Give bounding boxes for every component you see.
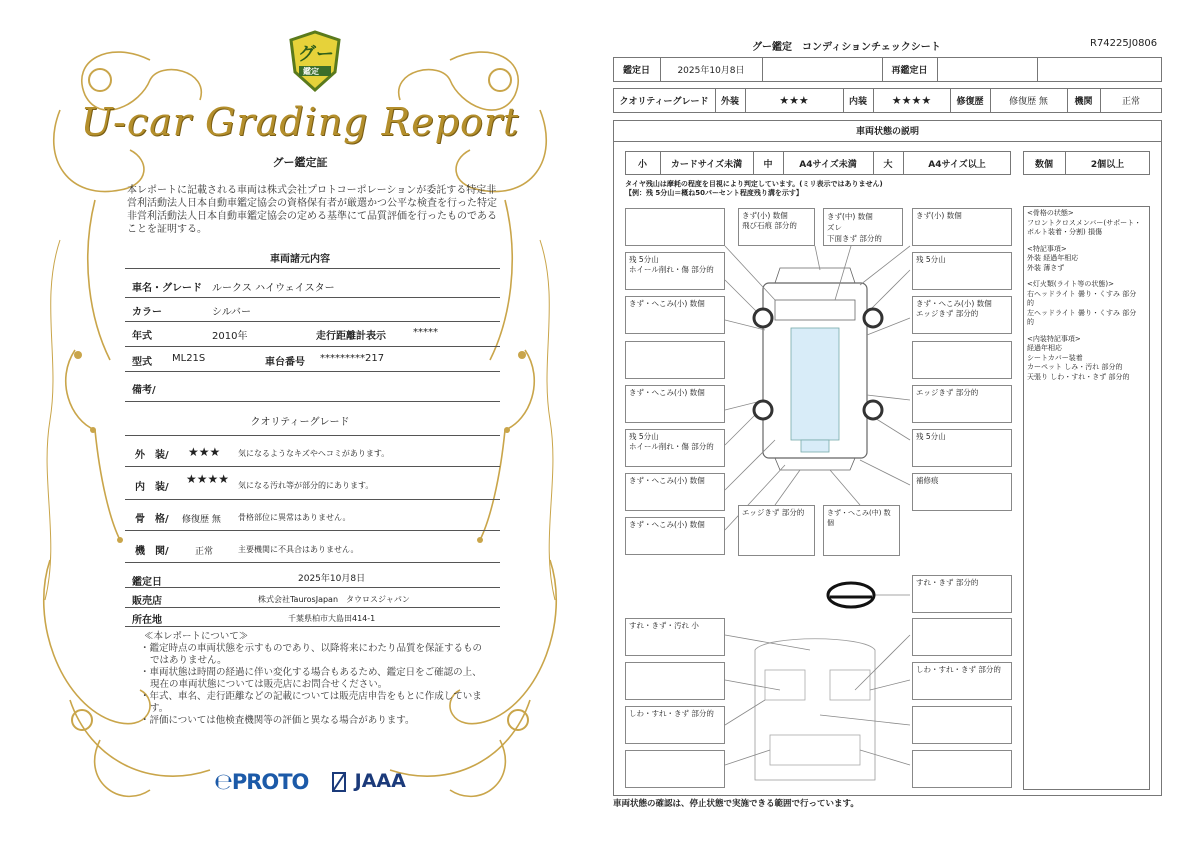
exterior-value: ★★★ bbox=[779, 94, 809, 107]
divider bbox=[125, 607, 500, 608]
frame-label: 骨 格/ bbox=[135, 514, 169, 525]
divider bbox=[125, 435, 500, 436]
certificate-heading: グー鑑定証 bbox=[272, 156, 328, 169]
condition-check-sheet bbox=[605, 0, 1200, 848]
callout-box: すれ・きず・汚れ 小 bbox=[625, 618, 725, 656]
engine-label: 機 関/ bbox=[135, 546, 169, 557]
callout-box bbox=[912, 341, 1012, 379]
mileage-value: ***** bbox=[413, 327, 438, 338]
appraisal-date-label: 鑑定日 bbox=[132, 577, 162, 588]
note-line: フロントクロスメンバー(サポート・ボルト装着・分割) 損傷 bbox=[1027, 218, 1142, 236]
callout-box: きず・へこみ(小) 数個 エッジきず 部分的 bbox=[912, 296, 1012, 334]
callout-box: エッジきず 部分的 bbox=[912, 385, 1012, 423]
note-line: 天張り しわ・すれ・きず 部分的 bbox=[1027, 372, 1130, 381]
interior-label: 内装 bbox=[848, 97, 867, 107]
divider bbox=[125, 346, 500, 347]
chassis-label: 車台番号 bbox=[265, 357, 305, 368]
proto-logo bbox=[214, 770, 308, 795]
note-line: 右ヘッドライト 曇り・くすみ 部分的 bbox=[1027, 289, 1137, 307]
reappraisal-label: 再鑑定日 bbox=[891, 66, 928, 76]
callout-box: しわ・すれ・きず 部分的 bbox=[912, 662, 1012, 700]
model-label: 型式 bbox=[132, 357, 152, 368]
sheet-title: グー鑑定 コンディションチェックシート bbox=[752, 42, 941, 53]
callout-box: きず(小) 数個 bbox=[912, 208, 1012, 246]
mileage-label: 走行距離計表示 bbox=[316, 331, 386, 342]
proto-logo-text: PROTO bbox=[231, 770, 309, 794]
callout-box: きず(小) 数個 飛び石痕 部分的 bbox=[738, 208, 815, 246]
callout-box: 残 5分山 ホイール削れ・傷 部分的 bbox=[625, 252, 725, 290]
frame-text: 骨格部位に異常はありません。 bbox=[238, 513, 351, 522]
year-label: 年式 bbox=[132, 331, 152, 342]
divider bbox=[125, 530, 500, 531]
divider bbox=[125, 562, 500, 563]
goo-kantei-badge bbox=[285, 30, 345, 94]
divider bbox=[125, 268, 500, 269]
interior-stars: ★★★★ bbox=[186, 472, 230, 486]
spec-title: 車両諸元内容 bbox=[270, 254, 330, 265]
callout-box: きず・へこみ(小) 数個 bbox=[625, 473, 725, 511]
interior-text: 気になる汚れ等が部分的にあります。 bbox=[238, 481, 374, 490]
repair-label: 修復歴 bbox=[956, 97, 984, 107]
note-line: 左ヘッドライト 曇り・くすみ 部分的 bbox=[1027, 308, 1137, 326]
quality-title: クオリティーグレード bbox=[250, 417, 350, 428]
exterior-stars: ★★★ bbox=[188, 445, 221, 459]
engine-value: 正常 bbox=[1121, 97, 1140, 107]
size-medium-desc: A4サイズ未満 bbox=[799, 159, 857, 170]
model-value: ML21S bbox=[172, 353, 206, 364]
callout-box bbox=[625, 662, 725, 700]
callout-box: きず・へこみ(小) 数個 bbox=[625, 385, 725, 423]
jaaa-logo-text: JAAA bbox=[354, 770, 406, 792]
jaaa-logo bbox=[330, 770, 406, 793]
callout-box bbox=[625, 750, 725, 788]
count-desc: 2個以上 bbox=[1090, 159, 1125, 170]
remarks-label: 備考/ bbox=[132, 385, 156, 396]
note-item: ・年式、車名、走行距離などの記載については販売店申告をもとに作成しています。 bbox=[140, 691, 482, 714]
note-item: ・評価については他検査機関等の評価と異なる場合があります。 bbox=[140, 715, 415, 726]
engine-value: 正常 bbox=[195, 547, 214, 557]
divider bbox=[125, 297, 500, 298]
size-medium: 中 bbox=[763, 159, 773, 170]
color-value: シルバー bbox=[212, 307, 252, 318]
color-label: カラー bbox=[132, 307, 162, 318]
size-large-desc: A4サイズ以上 bbox=[928, 159, 986, 170]
remarks-notes bbox=[1027, 209, 1142, 389]
divider bbox=[125, 626, 500, 627]
note-line: シートカバー装着 bbox=[1027, 353, 1083, 362]
callout-box bbox=[625, 208, 725, 246]
proto-mark-icon: ℮ bbox=[214, 770, 232, 795]
callout-box: きず・へこみ(中) 数個 bbox=[823, 505, 900, 556]
note-line: カーペット しみ・汚れ 部分的 bbox=[1027, 363, 1123, 371]
callout-box bbox=[625, 341, 725, 379]
steering-wheel-icon bbox=[828, 583, 874, 607]
frame-value: 修復歴 無 bbox=[182, 515, 221, 525]
exterior-text: 気になるようなキズやヘコミがあります。 bbox=[238, 449, 390, 458]
callout-box: すれ・きず 部分的 bbox=[912, 575, 1012, 613]
tire-note-2: 【例：残 5分山＝概ね50パーセント程度残り溝を示す】 bbox=[625, 189, 803, 197]
note-item: ・鑑定時点の車両状態を示すものであり、以降将来にわたり品質を保証するものではありません。 bbox=[140, 643, 483, 666]
quality-grade-label: クオリティーグレード bbox=[619, 97, 709, 107]
engine-label: 機関 bbox=[1074, 97, 1093, 107]
note-title: <灯火類(ライト等の状態)> bbox=[1027, 280, 1114, 288]
repair-value: 修復歴 無 bbox=[1009, 97, 1048, 107]
callout-box bbox=[912, 706, 1012, 744]
callout-box bbox=[912, 750, 1012, 788]
callout-box: エッジきず 部分的 bbox=[738, 505, 815, 556]
callout-box: きず(中) 数個 ズレ 下面きず 部分的 bbox=[823, 208, 903, 246]
year-value: 2010年 bbox=[212, 331, 248, 342]
note-line: 経過年相応 bbox=[1027, 344, 1062, 352]
chassis-value: *********217 bbox=[320, 353, 385, 364]
vehicle-name-value: ルークス ハイウェイスター bbox=[212, 283, 335, 294]
appraisal-date-value: 2025年10月8日 bbox=[298, 574, 366, 584]
note-item: ・車両状態は時間の経過に伴い変化する場合もあるため、鑑定日をご確認の上、現在の車両状態については販売店にお問合せください。 bbox=[140, 667, 482, 690]
sheet-code: R74225J0806 bbox=[1090, 38, 1158, 49]
note-title: <骨格の状態> bbox=[1027, 209, 1074, 217]
divider bbox=[125, 587, 500, 588]
tire-note-1: タイヤ残山は摩耗の程度を目視により判定しています。(ミリ表示ではありません) bbox=[625, 180, 883, 188]
callout-box: 残 5分山 bbox=[912, 252, 1012, 290]
notes-title: ≪本レポートについて≫ bbox=[144, 631, 249, 642]
note-line: 外装 薄きず bbox=[1027, 263, 1065, 272]
exterior-label: 外 装/ bbox=[135, 450, 169, 461]
dealer-label: 販売店 bbox=[132, 596, 162, 607]
interior-value: ★★★★ bbox=[891, 94, 932, 107]
interior-label: 内 装/ bbox=[135, 482, 169, 493]
count-label: 数個 bbox=[1034, 159, 1053, 170]
size-small-desc: カードサイズ未満 bbox=[670, 159, 743, 170]
note-title: <特記事項> bbox=[1027, 244, 1067, 253]
callout-box: きず・へこみ(小) 数個 bbox=[625, 296, 725, 334]
date-label: 鑑定日 bbox=[622, 66, 650, 76]
divider bbox=[125, 466, 500, 467]
divider bbox=[125, 371, 500, 372]
exterior-label: 外装 bbox=[720, 97, 739, 107]
badge-bottom-text: 鑑定 bbox=[303, 67, 319, 76]
callout-box bbox=[912, 618, 1012, 656]
badge-top-text: グー bbox=[298, 44, 334, 65]
address-value: 千葉県柏市大島田414-1 bbox=[288, 614, 376, 623]
callout-box: 補修痕 bbox=[912, 473, 1012, 511]
callout-box: 残 5分山 ホイール削れ・傷 部分的 bbox=[625, 429, 725, 467]
size-large: 大 bbox=[883, 159, 893, 170]
section-title: 車両状態の説明 bbox=[613, 120, 1162, 142]
callout-box: 残 5分山 bbox=[912, 429, 1012, 467]
report-notes bbox=[140, 631, 490, 727]
footer-note: 車両状態の確認は、停止状態で実施できる範囲で行っています。 bbox=[613, 799, 859, 809]
script-title: U-car Grading Report bbox=[80, 100, 520, 144]
certificate-statement: 本レポートに記載される車両は株式会社プロトコーポレーションが委託する特定非営利活動法人日本自動車鑑定協会の資格保有者が厳選かつ公平な検査を行った特定非営利活動法人日本自動車鑑定協会の定める基準にて品質評価を行ったものであることを証明する。 bbox=[127, 185, 497, 235]
note-line: 外装 経過年相応 bbox=[1027, 254, 1079, 262]
dealer-value: 株式会社TaurosJapan タウロスジャパン bbox=[258, 595, 410, 604]
address-label: 所在地 bbox=[132, 615, 162, 626]
callout-box: しわ・すれ・きず 部分的 bbox=[625, 706, 725, 744]
date-value: 2025年10月8日 bbox=[677, 66, 745, 76]
callout-box: きず・へこみ(小) 数個 bbox=[625, 517, 725, 555]
divider bbox=[125, 401, 500, 402]
engine-text: 主要機関に不具合はありません。 bbox=[238, 545, 359, 554]
divider bbox=[125, 321, 500, 322]
jaaa-mark-icon bbox=[330, 771, 348, 793]
note-title: <内装特記事項> bbox=[1027, 334, 1081, 343]
size-small: 小 bbox=[637, 159, 647, 170]
vehicle-name-label: 車名・グレード bbox=[132, 283, 202, 294]
divider bbox=[125, 499, 500, 500]
